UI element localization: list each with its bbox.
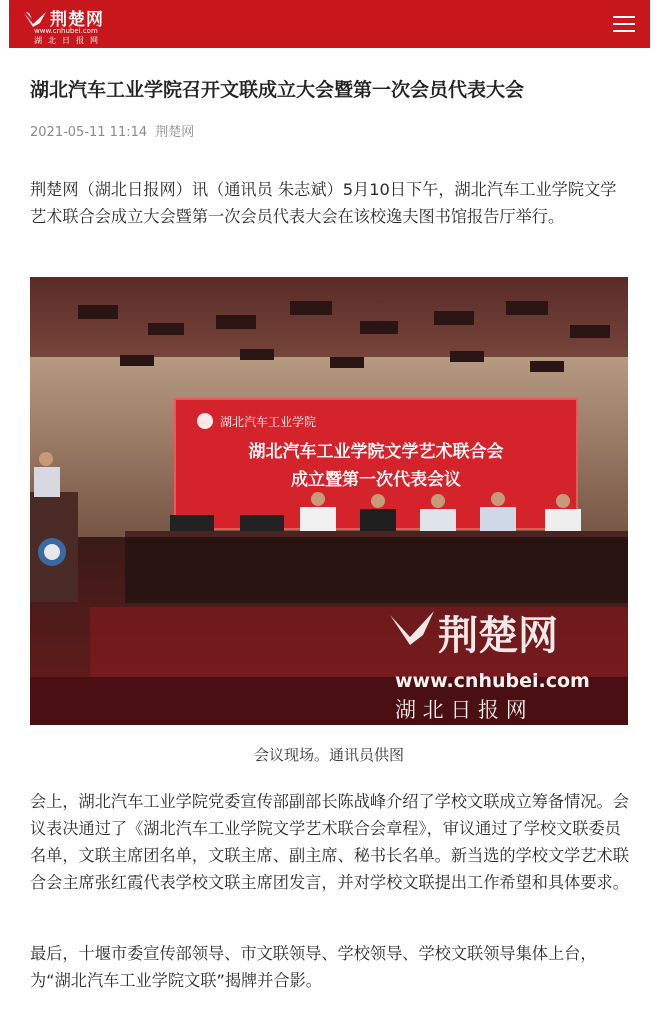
article-date: 2021-05-11 11:14 (30, 125, 148, 140)
watermark-main: 荆楚网 (438, 612, 558, 659)
article-title: 湖北汽车工业学院召开文联成立大会暨第一次会员代表大会 (30, 79, 525, 101)
article-meta (30, 121, 198, 140)
menu-line (613, 30, 635, 32)
menu-line (613, 23, 635, 25)
meeting-photo-illustration (30, 277, 628, 725)
menu-line (613, 16, 635, 18)
banner-logo-text: 湖北汽车工业学院 (220, 415, 317, 429)
banner-line-2: 成立暨第一次代表会议 (291, 470, 461, 490)
logo-subtitle: 湖北日报网 (34, 36, 104, 45)
logo-bird-icon (23, 10, 47, 28)
top-bar (9, 0, 650, 48)
photo-caption: 会议现场。通讯员供图 (253, 746, 404, 764)
site-logo[interactable] (23, 6, 133, 44)
banner-line-1: 湖北汽车工业学院文学艺术联合会 (248, 442, 504, 462)
hamburger-menu-icon[interactable] (613, 14, 637, 34)
watermark-url: www.cnhubei.com (395, 670, 590, 692)
article-source[interactable]: 荆楚网 (155, 125, 195, 140)
logo-url: www.cnhubei.com (34, 27, 98, 35)
watermark-sub: 湖 北 日 报 网 (395, 698, 527, 722)
article-paragraph: 荆楚网（湖北日报网）讯（通讯员 朱志斌）5月10日下午，湖北汽车工业学院文学艺术联合会成立大会暨第一次会员代表大会在该校逸夫图书馆报告厅举行。 (30, 180, 617, 226)
article-paragraph: 最后，十堰市委宣传部领导、市文联领导、学校领导、学校文联领导集体上台，为“湖北汽车工业学院文联”揭牌并合影。 (30, 944, 597, 990)
article-photo[interactable] (30, 277, 628, 725)
article-paragraph: 会上，湖北汽车工业学院党委宣传部副部长陈战峰介绍了学校文联成立筹备情况。会议表决通过了《湖北汽车工业学院文学艺术联合会章程》，审议通过了学校文联委员名单，文联主席团名单，文联主席、副主席、秘书长名单。新当选的学校文学艺术联合会主席张红霞代表学校文联主席团发言，并对学校文联提出工作希望和具体要求。 (30, 792, 629, 892)
logo-text: 荆楚网 (50, 10, 104, 30)
